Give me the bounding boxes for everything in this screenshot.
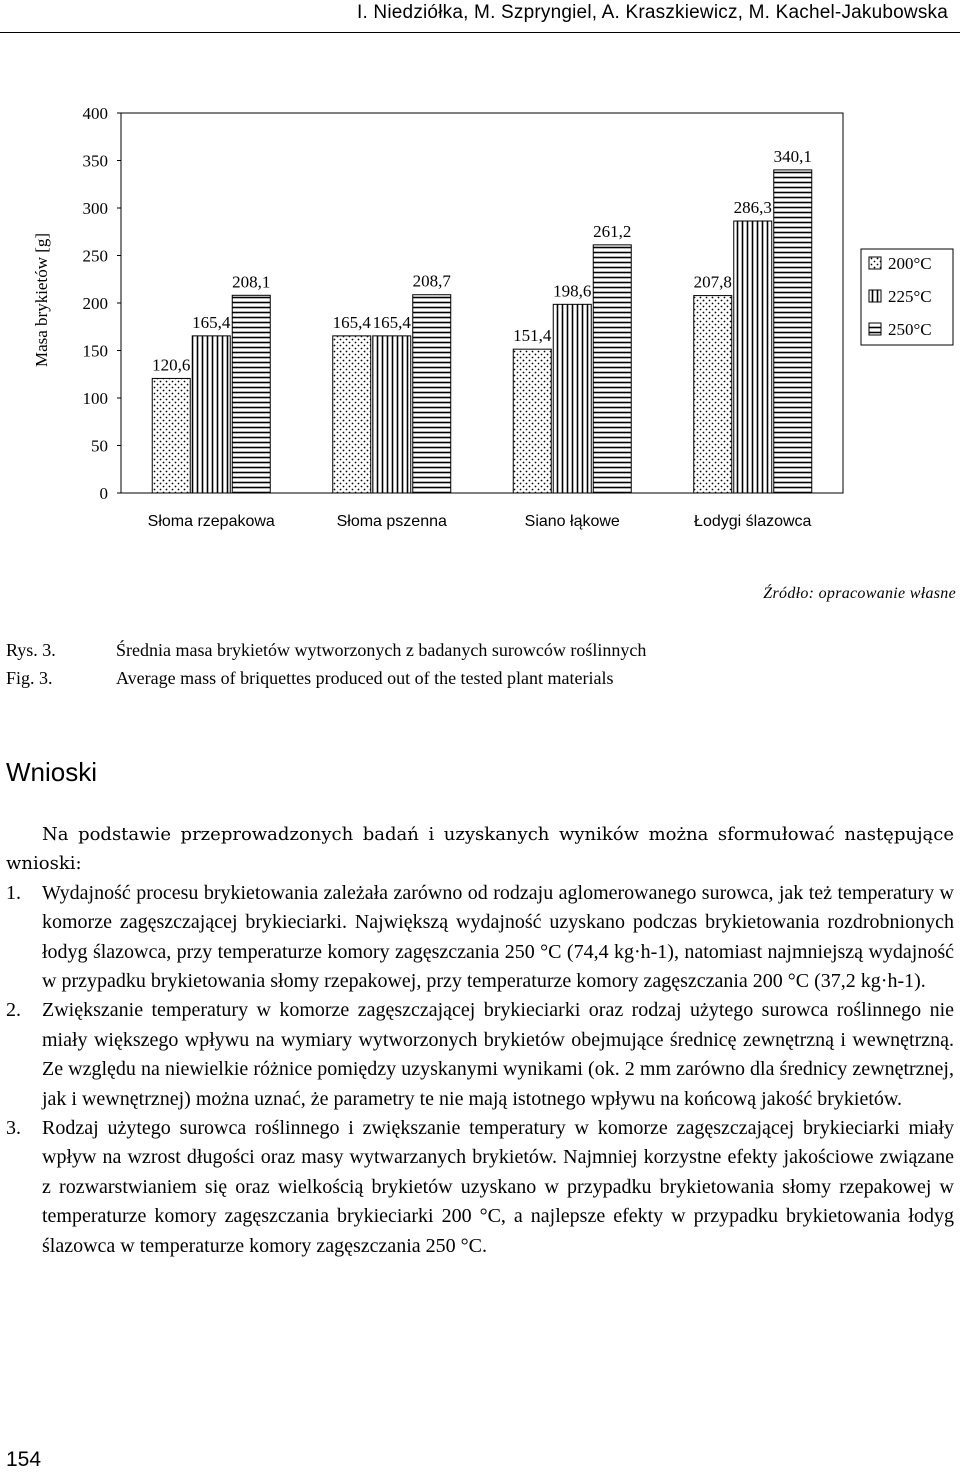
conclusion-item	[6, 996, 954, 1114]
conclusion-item	[6, 879, 954, 997]
x-category-label: Łodygi ślazowca	[694, 513, 812, 530]
bar	[333, 336, 371, 493]
data-label: 198,6	[553, 281, 592, 301]
conclusion-text: Wydajność procesu brykietowania zależała zarówno od rodzaju aglomerowanego surowca, jak też temperatury w komorze zagęszczającej brykieciarki. Największą wydajność uzyskano podczas brykietowania rozdrobnionych łodyg ślazowca, przy temperaturze komory zagęszczania 250 °C (74,4 kg·h-1), natomiast najmniejszą wydajność w przypadku brykietowania słomy rzepakowej, przy temperaturze komory zagęszczania 200 °C (37,2 kg·h-1).	[42, 881, 954, 993]
bar	[553, 304, 591, 493]
caption-fig-text: Average mass of briquettes produced out of the tested plant materials	[116, 668, 614, 688]
legend-swatch	[869, 290, 881, 302]
y-tick-label: 150	[82, 341, 108, 361]
running-header: I. Niedziółka, M. Szpryngiel, A. Kraszkiewicz, M. Kachel-Jakubowska	[357, 2, 948, 23]
y-tick-label: 0	[99, 484, 108, 503]
conclusion-text: Rodzaj użytego surowca roślinnego i zwiększanie temperatury w komorze zagęszczającej brykieciarki miały wpływ na wzrost długości oraz masy wytwarzanych brykietów. Najmniej korzystne efekty jakościowe związane z rozwarstwianiem się oraz wielkością brykietów uzyskano w przypadku brykietowania słomy rzepakowej w temperaturze komory zagęszczania brykieciarki 200 °C, a najlepsze efekty w przypadku brykietowania łodyg ślazowca w temperaturze komory zagęszczania 250 °C.	[42, 1117, 954, 1257]
conclusion-number: 1.	[6, 881, 21, 904]
conclusions-body	[6, 820, 954, 1261]
y-tick-label: 100	[82, 389, 108, 408]
bar-chart	[0, 95, 960, 555]
y-axis-title: Masa brykietów [g]	[32, 232, 51, 368]
data-label: 165,4	[192, 312, 231, 332]
caption-rys-text: Średnia masa brykietów wytworzonych z badanych surowców roślinnych	[116, 640, 647, 660]
x-category-label: Słoma rzepakowa	[147, 513, 275, 530]
bar	[413, 295, 451, 493]
bar	[232, 295, 270, 493]
legend-swatch	[869, 257, 881, 269]
y-tick-label: 300	[82, 199, 108, 218]
bar	[152, 378, 190, 493]
header-rule	[0, 32, 960, 33]
data-label: 120,6	[152, 355, 191, 375]
bar	[373, 336, 411, 493]
data-label: 151,4	[513, 326, 552, 346]
bar	[774, 170, 812, 493]
caption-polish	[6, 640, 646, 661]
source-note: Źródło: opracowanie własne	[763, 585, 956, 602]
data-label: 208,1	[232, 272, 271, 292]
y-tick-label: 350	[82, 151, 108, 171]
x-category-label: Słoma pszenna	[336, 513, 447, 530]
data-label: 165,4	[332, 312, 371, 332]
y-tick-label: 250	[82, 246, 108, 266]
data-label: 208,7	[412, 271, 451, 291]
legend-swatch	[869, 323, 881, 335]
caption-english	[6, 668, 614, 689]
bar	[192, 336, 230, 493]
section-heading: Wnioski	[6, 757, 98, 787]
conclusion-number: 3.	[6, 1117, 21, 1140]
y-tick-label: 400	[82, 104, 108, 123]
data-label: 261,2	[593, 221, 632, 241]
conclusion-number: 2.	[6, 999, 21, 1022]
conclusion-item	[6, 1114, 954, 1261]
data-label: 286,3	[733, 198, 772, 218]
conclusion-text: Zwiększanie temperatury w komorze zagęszczającej brykieciarki oraz rodzaj użytego surowca roślinnego nie miały większego wpływu na wymiary wytworzonych brykietów obejmujące średnicę zewnętrzną i wewnętrzną. Ze względu na niewielkie różnice pomiędzy uzyskanymi wynikami (ok. 2 mm zarówno dla średnicy zewnętrznej, jak i wewnętrznej) można uznać, że parametry te nie mają istotnego wpływu na końcową jakość brykietów.	[42, 999, 954, 1110]
legend-label: 250°C	[888, 320, 932, 339]
y-tick-label: 50	[91, 436, 108, 456]
data-label: 207,8	[693, 272, 732, 292]
intro-paragraph: Na podstawie przeprowadzonych badań i uzyskanych wyników można sformułować następujące wnioski:	[6, 824, 954, 875]
y-tick-label: 200	[82, 294, 108, 313]
bar	[734, 221, 772, 493]
caption-fig-label: Fig. 3.	[6, 668, 53, 688]
data-label: 165,4	[372, 312, 411, 332]
bar	[513, 349, 551, 493]
data-label: 340,1	[773, 146, 812, 166]
bar	[694, 296, 732, 493]
page-number: 154	[6, 1448, 42, 1471]
legend-label: 225°C	[888, 287, 932, 306]
x-category-label: Siano łąkowe	[524, 513, 620, 530]
bar	[593, 245, 631, 493]
legend-label: 200°C	[888, 254, 932, 273]
caption-rys-label: Rys. 3.	[6, 640, 56, 660]
